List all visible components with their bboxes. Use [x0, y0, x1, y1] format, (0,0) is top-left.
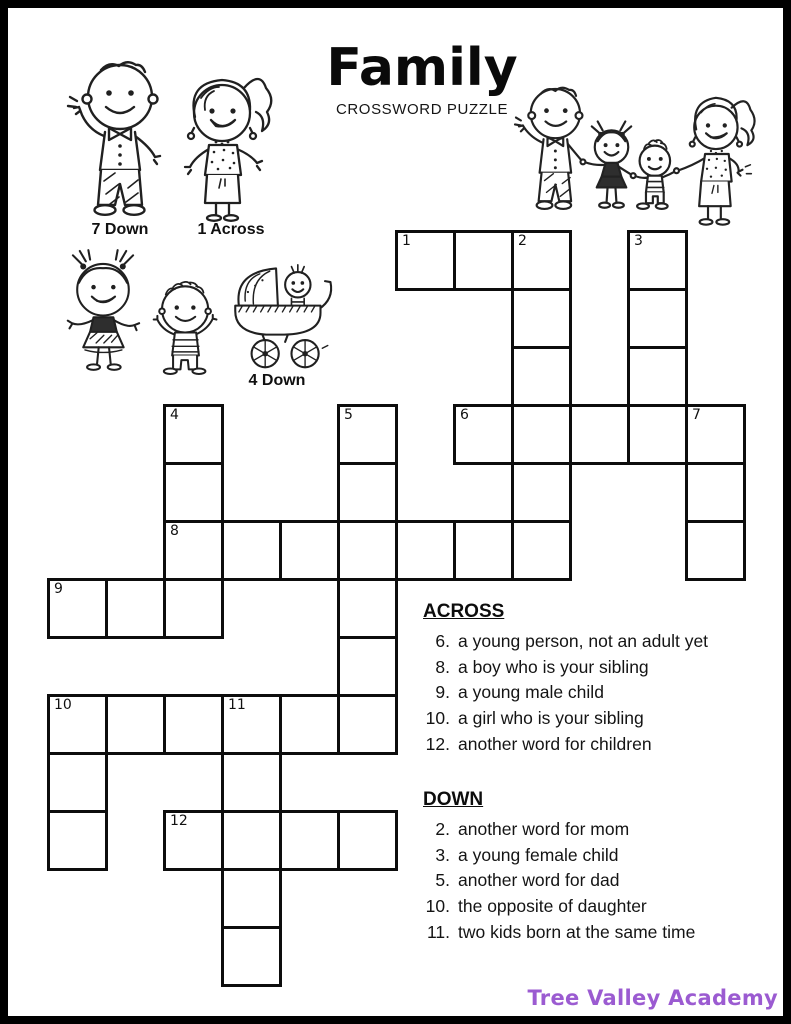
down-clue-row	[420, 920, 730, 946]
crossword-cell[interactable]	[685, 462, 746, 523]
cell-number: 10	[54, 697, 72, 713]
across-clue-row	[420, 680, 730, 706]
clue-number: 2.	[435, 819, 450, 839]
crossword-cell[interactable]	[47, 578, 108, 639]
down-clue-row	[420, 868, 730, 894]
crossword-cell[interactable]	[337, 578, 398, 639]
woman-picture-clue-label: 1 Across	[197, 221, 265, 238]
crossword-cell[interactable]	[511, 230, 572, 291]
crossword-cell[interactable]	[105, 694, 166, 755]
clue-text: a girl who is your sibling	[458, 708, 644, 729]
crossword-cell[interactable]	[163, 462, 224, 523]
clue-text: another word for mom	[458, 819, 630, 839]
page-subtitle: CROSSWORD PUZZLE	[335, 101, 509, 118]
clue-number: 9.	[435, 682, 450, 703]
crossword-cell[interactable]	[221, 810, 282, 871]
cell-number: 11	[228, 697, 246, 713]
crossword-cell[interactable]	[47, 810, 108, 871]
across-clue-row	[420, 655, 730, 681]
clue-text: a young person, not an adult yet	[458, 631, 709, 651]
cell-number: 3	[634, 233, 643, 249]
clue-text: the opposite of daughter	[458, 896, 647, 917]
across-clue-row	[420, 706, 730, 732]
across-clue-row	[420, 732, 730, 758]
crossword-cell[interactable]	[337, 462, 398, 523]
crossword-cell[interactable]	[453, 230, 514, 291]
cell-number: 2	[518, 233, 527, 249]
clue-text: another word for children	[458, 733, 652, 754]
clue-text: another word for dad	[458, 870, 620, 891]
clue-number: 5.	[435, 870, 450, 891]
crossword-cell[interactable]	[163, 810, 224, 871]
crossword-cell[interactable]	[511, 520, 572, 581]
down-clue-row	[420, 843, 730, 869]
crossword-cell[interactable]	[511, 346, 572, 407]
across-heading: ACROSS	[423, 601, 505, 622]
crossword-cell[interactable]	[627, 404, 688, 465]
crossword-cell[interactable]	[163, 578, 224, 639]
cell-number: 7	[692, 407, 701, 423]
cell-number: 9	[54, 581, 63, 597]
clue-text: a boy who is your sibling	[458, 656, 649, 677]
cell-number: 1	[402, 233, 411, 249]
crossword-cell[interactable]	[163, 404, 224, 465]
man-picture-clue-label: 7 Down	[91, 221, 149, 238]
crossword-cell[interactable]	[221, 752, 282, 813]
cell-number: 12	[170, 813, 188, 829]
clue-number: 10.	[425, 708, 450, 729]
clue-number: 11.	[426, 921, 450, 942]
cell-number: 8	[170, 523, 179, 539]
crossword-cell[interactable]	[279, 694, 340, 755]
clue-number: 3.	[435, 844, 450, 865]
cell-number: 5	[344, 407, 353, 423]
clue-number: 10.	[425, 896, 450, 917]
crossword-cell[interactable]	[47, 694, 108, 755]
page-title: Family	[326, 38, 518, 98]
clue-text: a young male child	[458, 682, 604, 703]
crossword-cell[interactable]	[685, 520, 746, 581]
down-clue-row	[420, 817, 730, 843]
clue-number: 6.	[435, 631, 450, 651]
crossword-cell[interactable]	[395, 230, 456, 291]
crossword-cell[interactable]	[105, 578, 166, 639]
crossword-cell[interactable]	[453, 520, 514, 581]
crossword-cell[interactable]	[279, 520, 340, 581]
crossword-cell[interactable]	[627, 288, 688, 349]
crossword-cell[interactable]	[337, 694, 398, 755]
clue-number: 12.	[425, 733, 450, 754]
crossword-cell[interactable]	[337, 520, 398, 581]
down-clues-section	[420, 789, 730, 946]
crossword-cell[interactable]	[221, 868, 282, 929]
crossword-cell[interactable]	[569, 404, 630, 465]
crossword-cell[interactable]	[337, 810, 398, 871]
crossword-cell[interactable]	[221, 520, 282, 581]
crossword-cell[interactable]	[279, 810, 340, 871]
crossword-cell[interactable]	[163, 694, 224, 755]
down-heading: DOWN	[423, 789, 484, 810]
cell-number: 4	[170, 407, 179, 423]
baby-picture-clue-label: 4 Down	[248, 372, 306, 389]
across-clue-row	[420, 629, 730, 655]
crossword-cell[interactable]	[337, 636, 398, 697]
crossword-cell[interactable]	[337, 404, 398, 465]
brand-footer: Tree Valley Academy	[527, 986, 778, 1010]
crossword-cell[interactable]	[395, 520, 456, 581]
clue-number: 8.	[435, 656, 450, 677]
cell-number: 6	[460, 407, 469, 423]
crossword-cell[interactable]	[47, 752, 108, 813]
crossword-cell[interactable]	[685, 404, 746, 465]
crossword-cell[interactable]	[511, 462, 572, 523]
down-clue-row	[420, 894, 730, 920]
crossword-cell[interactable]	[221, 926, 282, 987]
clue-text: a young female child	[458, 844, 619, 865]
crossword-cell[interactable]	[511, 288, 572, 349]
crossword-cell[interactable]	[627, 230, 688, 291]
crossword-cell[interactable]	[221, 694, 282, 755]
crossword-cell[interactable]	[511, 404, 572, 465]
crossword-cell[interactable]	[163, 520, 224, 581]
across-clues-section	[420, 601, 730, 758]
crossword-cell[interactable]	[627, 346, 688, 407]
crossword-cell[interactable]	[453, 404, 514, 465]
clue-text: two kids born at the same time	[458, 921, 696, 942]
